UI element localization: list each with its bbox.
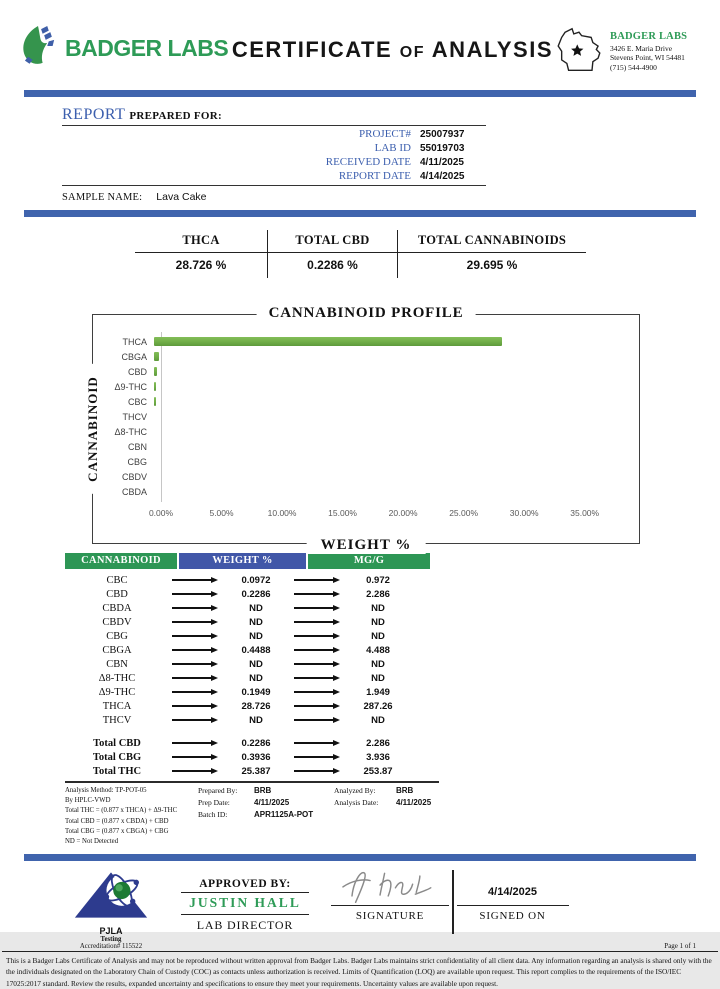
signature-icon bbox=[331, 867, 449, 905]
footer-divider bbox=[2, 951, 718, 952]
chart-bar-row bbox=[93, 379, 633, 394]
arrow-icon bbox=[291, 754, 343, 760]
arrow-shaft bbox=[294, 635, 333, 636]
arrow-shaft bbox=[294, 593, 333, 594]
chart-x-tick-label: 20.00% bbox=[388, 508, 418, 518]
chart-x-tick-label: 25.00% bbox=[449, 508, 479, 518]
chart-category-label: CBDV bbox=[121, 471, 147, 482]
arrow-head bbox=[211, 675, 218, 681]
method-footnote-line: Total THC = (0.877 x THCA) + Δ9-THC bbox=[65, 807, 178, 815]
page-title: CERTIFICATE OF ANALYSIS bbox=[231, 37, 554, 62]
lab-address-line2: Stevens Point, WI 54481 bbox=[610, 53, 685, 63]
arrow-head bbox=[211, 768, 218, 774]
chart-category-label: CBGA bbox=[121, 351, 147, 362]
arrow-icon bbox=[169, 768, 221, 774]
chart-bar-track bbox=[154, 367, 633, 376]
prep-info-row-label: Prepared By: bbox=[198, 786, 238, 795]
arrow-shaft bbox=[294, 621, 333, 622]
chart-y-axis-label: CANNABINOID bbox=[85, 364, 101, 494]
cannabinoid-table-rows bbox=[65, 573, 430, 727]
arrow-icon bbox=[291, 605, 343, 611]
chart-category-label: CBD bbox=[127, 366, 147, 377]
arrow-head bbox=[333, 661, 340, 667]
arrow-shaft bbox=[294, 719, 333, 720]
wisconsin-map-icon bbox=[553, 26, 605, 85]
arrow-icon bbox=[169, 740, 221, 746]
summary-total-cbd bbox=[268, 230, 398, 278]
mg-per-g-value: 287.26 bbox=[363, 700, 393, 712]
badger-labs-logo bbox=[18, 24, 232, 73]
method-footnotes bbox=[65, 786, 191, 847]
arrow-shaft bbox=[172, 607, 211, 608]
chart-x-axis-label: WEIGHT % bbox=[307, 537, 426, 554]
chart-x-tick-label: 15.00% bbox=[328, 508, 357, 518]
method-footnote-line: Analysis Method: TP-POT-05 bbox=[65, 787, 147, 794]
arrow-shaft bbox=[294, 691, 333, 692]
weight-percent-value: ND bbox=[249, 616, 263, 628]
arrow-icon bbox=[169, 633, 221, 639]
mg-per-g-value: 2.286 bbox=[366, 588, 390, 600]
sample-name-label: SAMPLE NAME: bbox=[62, 192, 143, 203]
chart-x-tick-label: 5.00% bbox=[209, 508, 234, 518]
arrow-head bbox=[211, 661, 218, 667]
pjla-org-name: PJLA bbox=[99, 926, 123, 937]
project-number-row bbox=[62, 126, 486, 140]
arrow-icon bbox=[291, 675, 343, 681]
cannabinoid-name: Total CBD bbox=[93, 737, 141, 749]
analysis-meta-info bbox=[334, 786, 431, 847]
cannabinoid-name: Total CBG bbox=[92, 751, 142, 763]
prep-info-row bbox=[198, 798, 334, 810]
arrow-head bbox=[333, 577, 340, 583]
arrow-head bbox=[333, 591, 340, 597]
lab-id-label: LAB ID bbox=[374, 142, 411, 154]
mg-per-g-value: ND bbox=[371, 630, 385, 642]
report-info-divider bbox=[62, 185, 486, 186]
chart-category-label: THCA bbox=[122, 336, 147, 347]
table-row bbox=[65, 671, 430, 685]
arrow-head bbox=[333, 647, 340, 653]
arrow-shaft bbox=[294, 705, 333, 706]
weight-percent-value: ND bbox=[249, 658, 263, 670]
table-row bbox=[65, 615, 430, 629]
analysis-info-row bbox=[334, 786, 431, 798]
chart-bar bbox=[154, 352, 159, 361]
coa-header bbox=[0, 0, 720, 85]
chart-bar bbox=[154, 367, 157, 376]
prep-info bbox=[198, 786, 334, 847]
lab-name: BADGER LABS bbox=[610, 31, 688, 42]
table-row bbox=[65, 657, 430, 671]
arrow-shaft bbox=[172, 691, 211, 692]
arrow-head bbox=[333, 619, 340, 625]
analysis-info-row-label: Analyzed By: bbox=[334, 786, 376, 795]
chart-bar-track bbox=[154, 487, 633, 496]
analysis-info-row-value: BRB bbox=[396, 786, 414, 795]
arrow-shaft bbox=[294, 607, 333, 608]
approver-name: JUSTIN HALL bbox=[181, 893, 309, 915]
received-date-label: RECEIVED DATE bbox=[325, 156, 411, 168]
arrow-icon bbox=[169, 717, 221, 723]
sample-name-value: Lava Cake bbox=[156, 191, 207, 203]
cannabinoid-table-header bbox=[65, 553, 430, 569]
arrow-shaft bbox=[172, 705, 211, 706]
report-prepared-for-heading: REPORT PREPARED FOR: bbox=[62, 106, 486, 126]
arrow-shaft bbox=[294, 677, 333, 678]
weight-percent-value: ND bbox=[249, 602, 263, 614]
table-total-row bbox=[65, 750, 430, 764]
sample-name-row bbox=[62, 191, 486, 203]
cannabinoid-table bbox=[65, 553, 430, 778]
prep-info-row bbox=[198, 810, 334, 822]
chart-category-label: Δ9-THC bbox=[114, 381, 147, 392]
mg-per-g-value: 253.87 bbox=[363, 765, 393, 777]
arrow-shaft bbox=[172, 742, 211, 743]
arrow-icon bbox=[169, 675, 221, 681]
cannabinoid-name: Δ8-THC bbox=[98, 672, 136, 684]
arrow-head bbox=[333, 740, 340, 746]
weight-percent-value: 0.1949 bbox=[241, 686, 271, 698]
cannabinoid-name: Total THC bbox=[92, 765, 142, 777]
chart-x-tick-label: 35.00% bbox=[570, 508, 600, 518]
arrow-head bbox=[211, 577, 218, 583]
pjla-logo-icon bbox=[65, 910, 157, 927]
pjla-accreditation-number: Accreditation# 115522 bbox=[79, 943, 143, 951]
arrow-head bbox=[211, 619, 218, 625]
table-row bbox=[65, 629, 430, 643]
chart-bar-row bbox=[93, 349, 633, 364]
mg-per-g-value: 1.949 bbox=[366, 686, 390, 698]
summary-thca-value: 28.726 % bbox=[175, 258, 227, 272]
table-total-row bbox=[65, 736, 430, 750]
weight-percent-value: 0.4488 bbox=[241, 644, 271, 656]
cannabinoid-name: CBD bbox=[106, 588, 128, 600]
header-cannabinoid: CANNABINOID bbox=[65, 553, 177, 569]
arrow-icon bbox=[291, 661, 343, 667]
arrow-shaft bbox=[172, 663, 211, 664]
arrow-head bbox=[333, 605, 340, 611]
mg-per-g-value: ND bbox=[371, 714, 385, 726]
method-footnote-line: Total CBG = (0.877 x CBGA) + CBG bbox=[65, 827, 169, 835]
arrow-icon bbox=[291, 768, 343, 774]
arrow-head bbox=[211, 689, 218, 695]
chart-x-tick-label: 30.00% bbox=[509, 508, 539, 518]
arrow-head bbox=[211, 647, 218, 653]
arrow-icon bbox=[169, 619, 221, 625]
report-info-section bbox=[62, 106, 486, 203]
chart-bar-row bbox=[93, 409, 633, 424]
arrow-icon bbox=[169, 605, 221, 611]
table-row bbox=[65, 573, 430, 587]
cannabinoid-profile-chart bbox=[85, 305, 640, 553]
arrow-head bbox=[211, 591, 218, 597]
arrow-shaft bbox=[172, 621, 211, 622]
received-date-row bbox=[62, 154, 486, 168]
arrow-shaft bbox=[172, 677, 211, 678]
lab-id-value: 55019703 bbox=[420, 143, 465, 154]
arrow-head bbox=[211, 754, 218, 760]
mg-per-g-value: ND bbox=[371, 616, 385, 628]
chart-x-tick-label: 10.00% bbox=[267, 508, 297, 518]
method-footnote-line: Total CBD = (0.877 x CBDA) + CBD bbox=[65, 817, 169, 825]
chart-bar bbox=[154, 397, 156, 406]
cannabinoid-table-totals bbox=[65, 736, 430, 778]
chart-bar-track bbox=[154, 397, 633, 406]
cannabinoid-name: CBC bbox=[106, 574, 128, 586]
summary-thca-label: THCA bbox=[135, 230, 267, 253]
summary-total-cannabinoids-value: 29.695 % bbox=[466, 258, 518, 272]
mg-per-g-value: 3.936 bbox=[366, 751, 390, 763]
approval-vertical-divider bbox=[452, 870, 454, 934]
arrow-head bbox=[211, 605, 218, 611]
chart-bar bbox=[154, 382, 156, 391]
analysis-info-row bbox=[334, 798, 431, 810]
chart-bar-row bbox=[93, 394, 633, 409]
weight-percent-value: 0.2286 bbox=[241, 588, 271, 600]
arrow-shaft bbox=[172, 579, 211, 580]
table-row bbox=[65, 699, 430, 713]
summary-total-cbd-value: 0.2286 % bbox=[307, 258, 358, 272]
chart-x-tick-label: 0.00% bbox=[148, 508, 174, 518]
chart-bar-row bbox=[93, 484, 633, 499]
chart-category-label: CBDA bbox=[121, 486, 147, 497]
cannabinoid-name: CBDV bbox=[102, 616, 132, 628]
arrow-icon bbox=[169, 577, 221, 583]
table-row bbox=[65, 685, 430, 699]
approver-title: LAB DIRECTOR bbox=[196, 918, 294, 933]
arrow-shaft bbox=[172, 719, 211, 720]
chart-bar-track bbox=[154, 337, 633, 346]
arrow-icon bbox=[291, 577, 343, 583]
chart-bar-track bbox=[154, 457, 633, 466]
logo-wordmark: BADGER LABS bbox=[65, 35, 229, 61]
report-date-value: 4/14/2025 bbox=[420, 171, 465, 182]
arrow-shaft bbox=[294, 649, 333, 650]
weight-percent-value: ND bbox=[249, 630, 263, 642]
chart-category-label: Δ8-THC bbox=[114, 426, 147, 437]
lab-address-line1: 3426 E. Maria Drive bbox=[610, 43, 673, 53]
lab-address-card bbox=[553, 24, 708, 85]
chart-bar-row bbox=[93, 424, 633, 439]
weight-percent-value: 0.2286 bbox=[241, 737, 271, 749]
weight-percent-value: ND bbox=[249, 672, 263, 684]
weight-percent-value: 0.3936 bbox=[241, 751, 271, 763]
arrow-shaft bbox=[294, 663, 333, 664]
arrow-shaft bbox=[294, 770, 333, 771]
arrow-shaft bbox=[294, 742, 333, 743]
arrow-head bbox=[333, 689, 340, 695]
chart-bar bbox=[154, 337, 502, 346]
arrow-shaft bbox=[294, 756, 333, 757]
chart-bar-row bbox=[93, 469, 633, 484]
leaf-logo-icon bbox=[18, 24, 58, 73]
disclaimer-text: This is a Badger Labs Certificate of Analysis and may not be reproduced without written approval from Badger Labs. Badger Labs maintains strict confidentiality of all client data. Any information regarding an analysis is shared only with the the individuals designated on the Laboratory Chain of Custody (COC) as contacts unless authorization is received. Limits of Quantification (LOQ) are available upon request. This report complies to the requirements of the ISO/IEC 17025:2017 standard. Review the results, expanded uncertainty and specifications to ensure they meet your requirements. Uncertainty values are available upon request. bbox=[6, 956, 712, 988]
arrow-shaft bbox=[294, 579, 333, 580]
signed-on-label: SIGNED ON bbox=[479, 910, 546, 923]
summary-thca bbox=[135, 230, 268, 278]
divider-bar-middle bbox=[24, 210, 696, 217]
signed-on-block bbox=[457, 867, 569, 922]
mg-per-g-value: 4.488 bbox=[366, 644, 390, 656]
arrow-shaft bbox=[172, 635, 211, 636]
chart-bars bbox=[93, 334, 633, 499]
analysis-info-row-label: Analysis Date: bbox=[334, 798, 379, 807]
table-row bbox=[65, 587, 430, 601]
arrow-head bbox=[333, 633, 340, 639]
chart-category-label: CBG bbox=[127, 456, 147, 467]
summary-total-cannabinoids-label: TOTAL CANNABINOIDS bbox=[398, 230, 586, 253]
project-number-label: PROJECT# bbox=[359, 128, 411, 140]
weight-percent-value: 28.726 bbox=[241, 700, 271, 712]
approved-by-label: APPROVED BY: bbox=[181, 878, 309, 893]
summary-total-cbd-label: TOTAL CBD bbox=[268, 230, 397, 253]
cannabinoid-name: Δ9-THC bbox=[98, 686, 136, 698]
approver-block bbox=[181, 878, 309, 933]
arrow-icon bbox=[169, 703, 221, 709]
lab-phone: (715) 544-4900 bbox=[610, 63, 657, 73]
chart-bar-row bbox=[93, 364, 633, 379]
cannabinoid-name: CBDA bbox=[102, 602, 132, 614]
mg-per-g-value: ND bbox=[371, 602, 385, 614]
arrow-shaft bbox=[172, 593, 211, 594]
arrow-icon bbox=[291, 591, 343, 597]
pjla-program: Testing bbox=[100, 936, 122, 944]
signature-block bbox=[331, 867, 449, 922]
arrow-head bbox=[211, 717, 218, 723]
arrow-shaft bbox=[172, 756, 211, 757]
analysis-info-block bbox=[65, 781, 439, 847]
report-date-row bbox=[62, 168, 486, 182]
arrow-icon bbox=[291, 619, 343, 625]
arrow-icon bbox=[291, 689, 343, 695]
method-footnote-line: ND = Not Detected bbox=[65, 837, 119, 845]
cannabinoid-name: CBGA bbox=[102, 644, 132, 656]
mg-per-g-value: ND bbox=[371, 658, 385, 670]
chart-title: CANNABINOID PROFILE bbox=[257, 305, 476, 322]
arrow-icon bbox=[291, 717, 343, 723]
potency-summary bbox=[135, 230, 720, 278]
arrow-head bbox=[211, 740, 218, 746]
analysis-info-row-value: 4/11/2025 bbox=[396, 798, 432, 807]
table-row bbox=[65, 713, 430, 727]
arrow-icon bbox=[291, 740, 343, 746]
chart-category-label: THCV bbox=[122, 411, 147, 422]
mg-per-g-value: 2.286 bbox=[366, 737, 390, 749]
chart-bar-track bbox=[154, 412, 633, 421]
arrow-head bbox=[333, 703, 340, 709]
arrow-shaft bbox=[172, 770, 211, 771]
arrow-head bbox=[333, 717, 340, 723]
prep-info-row bbox=[198, 786, 334, 798]
project-number-value: 25007937 bbox=[420, 129, 465, 140]
prep-info-row-label: Prep Date: bbox=[198, 798, 230, 807]
chart-bar-row bbox=[93, 454, 633, 469]
arrow-icon bbox=[291, 633, 343, 639]
arrow-icon bbox=[169, 689, 221, 695]
mg-per-g-value: 0.972 bbox=[366, 574, 390, 586]
prep-info-row-value: APR1125A-POT bbox=[254, 810, 314, 819]
chart-bar-track bbox=[154, 442, 633, 451]
arrow-shaft bbox=[172, 649, 211, 650]
weight-percent-value: 25.387 bbox=[241, 765, 271, 777]
arrow-head bbox=[333, 754, 340, 760]
cannabinoid-name: THCV bbox=[102, 714, 132, 726]
arrow-head bbox=[333, 675, 340, 681]
received-date-value: 4/11/2025 bbox=[420, 157, 464, 168]
header-mg-per-g: MG/G bbox=[308, 553, 430, 569]
cannabinoid-name: THCA bbox=[102, 700, 132, 712]
arrow-icon bbox=[169, 754, 221, 760]
prep-info-row-value: BRB bbox=[254, 786, 272, 795]
arrow-head bbox=[211, 633, 218, 639]
arrow-icon bbox=[291, 647, 343, 653]
arrow-head bbox=[333, 768, 340, 774]
cannabinoid-name: CBN bbox=[106, 658, 128, 670]
report-date-label: REPORT DATE bbox=[338, 170, 411, 182]
pjla-accreditation-block bbox=[55, 867, 167, 950]
chart-bar-track bbox=[154, 472, 633, 481]
chart-bar-row bbox=[93, 334, 633, 349]
table-row bbox=[65, 601, 430, 615]
chart-bar-track bbox=[154, 427, 633, 436]
signed-on-date: 4/14/2025 bbox=[488, 886, 537, 899]
arrow-icon bbox=[169, 647, 221, 653]
divider-bar-bottom bbox=[24, 854, 696, 861]
chart-bar-track bbox=[154, 382, 633, 391]
header-weight-percent: WEIGHT % bbox=[179, 553, 306, 569]
cannabinoid-name: CBG bbox=[106, 630, 128, 642]
mg-per-g-value: ND bbox=[371, 672, 385, 684]
divider-bar-top bbox=[24, 90, 696, 97]
chart-category-label: CBN bbox=[127, 441, 147, 452]
chart-bar-track bbox=[154, 352, 633, 361]
signature-label: SIGNATURE bbox=[355, 910, 425, 923]
summary-total-cannabinoids bbox=[398, 230, 586, 278]
table-total-row bbox=[65, 764, 430, 778]
arrow-head bbox=[211, 703, 218, 709]
arrow-icon bbox=[291, 703, 343, 709]
page-number: Page 1 of 1 bbox=[664, 942, 696, 951]
weight-percent-value: 0.0972 bbox=[241, 574, 271, 586]
method-footnote-line: By HPLC-VWD bbox=[65, 797, 111, 805]
lab-id-row bbox=[62, 140, 486, 154]
arrow-icon bbox=[169, 661, 221, 667]
chart-bar-row bbox=[93, 439, 633, 454]
prep-info-row-value: 4/11/2025 bbox=[254, 798, 290, 807]
chart-category-label: CBC bbox=[127, 396, 147, 407]
weight-percent-value: ND bbox=[249, 714, 263, 726]
table-row bbox=[65, 643, 430, 657]
arrow-icon bbox=[169, 591, 221, 597]
prep-info-row-label: Batch ID: bbox=[198, 810, 228, 819]
